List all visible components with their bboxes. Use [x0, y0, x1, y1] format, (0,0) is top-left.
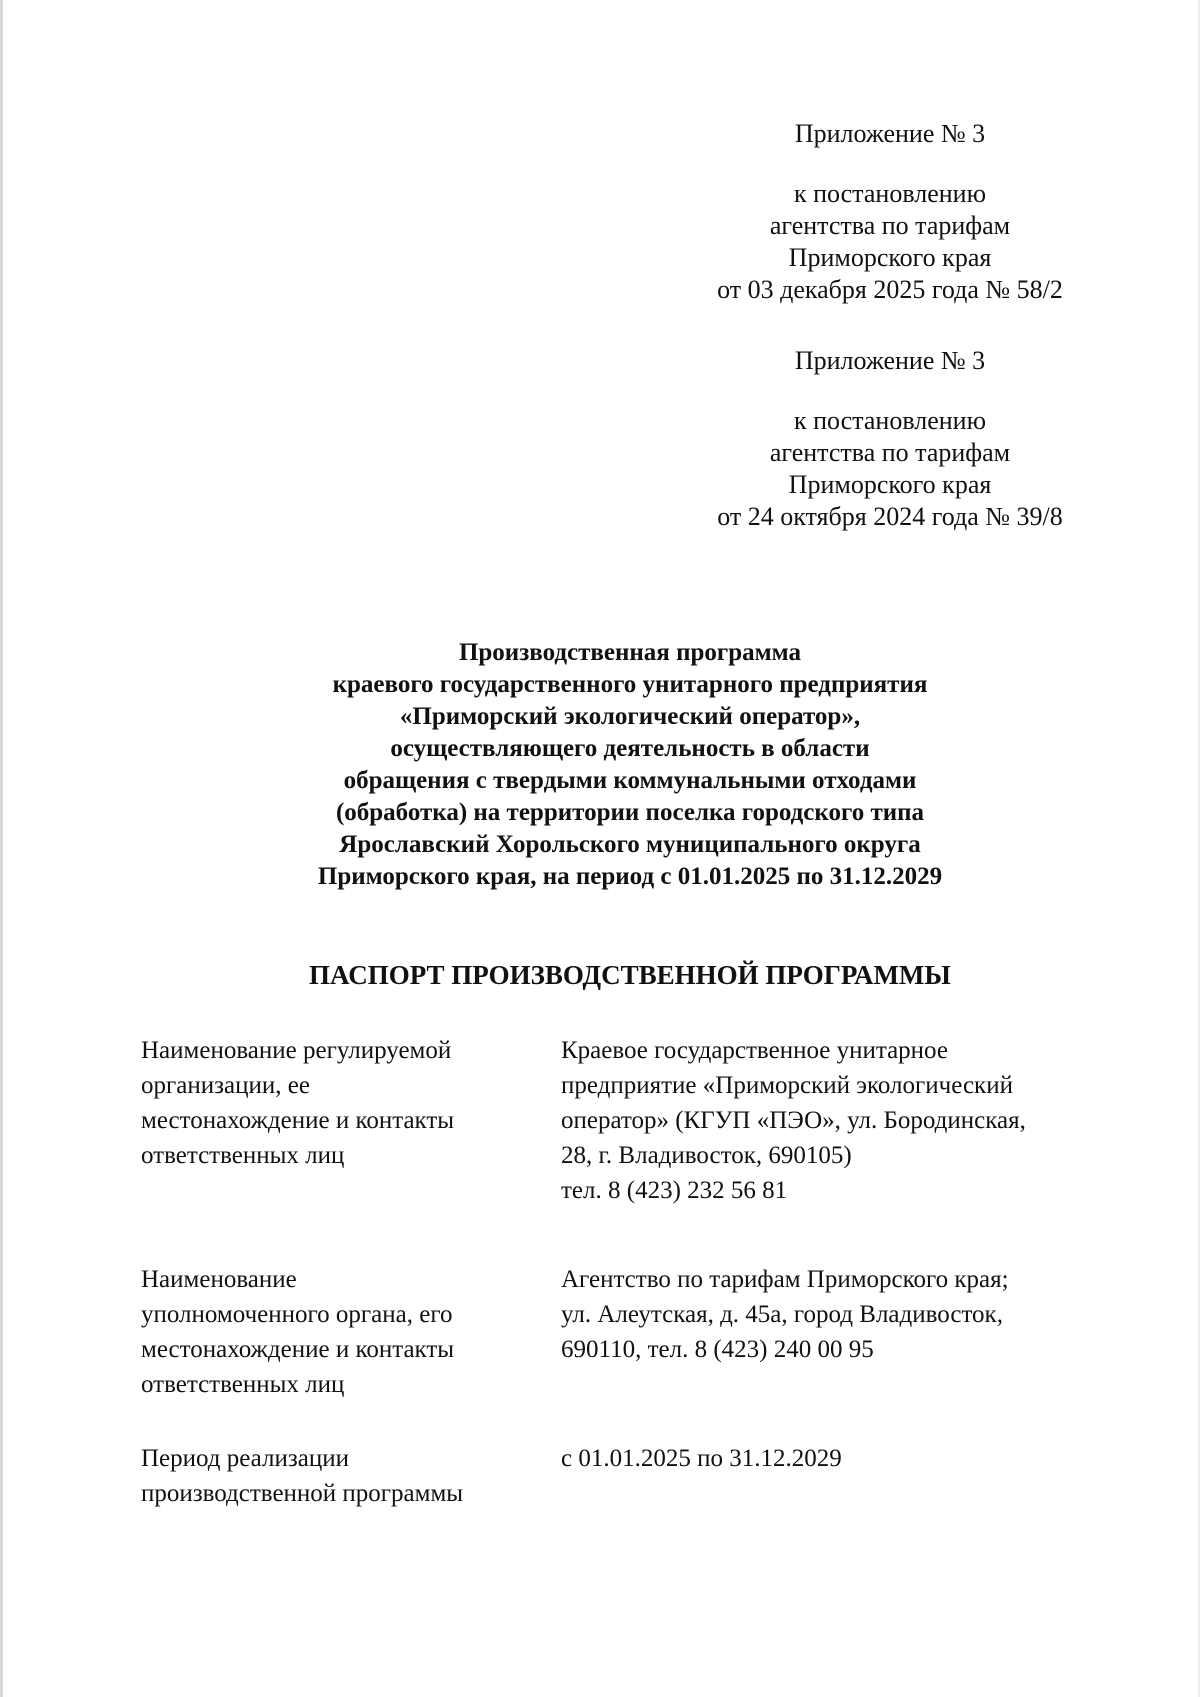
label-line: Наименование: [141, 1266, 297, 1293]
title-line: «Приморский экологический оператор»,: [399, 703, 861, 730]
passport-row-label: [141, 1441, 521, 1511]
passport-row-label: [141, 1033, 521, 1173]
value-line: 690110, тел. 8 (423) 240 00 95: [561, 1336, 874, 1363]
label-line: ответственных лиц: [141, 1142, 345, 1169]
passport-row-label: [141, 1262, 521, 1402]
value-line: предприятие «Приморский экологический: [561, 1072, 1013, 1099]
label-line: организации, ее: [141, 1072, 310, 1099]
approval-line: Приморского края: [788, 470, 992, 499]
title-line: обращения с твердыми коммунальными отходами: [343, 767, 917, 794]
appendix-heading: Приложение № 3: [794, 119, 986, 148]
label-line: уполномоченного органа, его: [141, 1301, 453, 1328]
title-line: краевого государственного унитарного предприятия: [332, 671, 928, 698]
approval-date-line: от 03 декабря 2025 года № 58/2: [717, 275, 1063, 304]
label-line: Наименование регулируемой: [141, 1037, 452, 1064]
approval-line: к постановлению: [793, 179, 987, 208]
approval-line: к постановлению: [793, 406, 987, 435]
value-line: оператор» (КГУП «ПЭО», ул. Бородинская,: [561, 1107, 1026, 1134]
document-title: [200, 637, 1060, 893]
title-line: Производственная программа: [458, 639, 802, 666]
label-line: производственной программы: [141, 1480, 464, 1507]
title-line: (обработка) на территории поселка городского типа: [335, 799, 925, 826]
title-line: Приморского края, на период с 01.01.2025 по 31.12.2029: [317, 863, 943, 890]
passport-row-value: [561, 1262, 1101, 1367]
label-line: местонахождение и контакты: [141, 1336, 455, 1363]
approval-line: агентства по тарифам: [769, 438, 1011, 467]
value-line: 28, г. Владивосток, 690105): [561, 1142, 852, 1169]
label-line: местонахождение и контакты: [141, 1107, 455, 1134]
label-line: ответственных лиц: [141, 1371, 345, 1398]
value-line: с 01.01.2025 по 31.12.2029: [561, 1445, 842, 1472]
approval-block-current: [660, 118, 1120, 306]
appendix-heading: Приложение № 3: [794, 346, 986, 375]
passport-row-value: [561, 1033, 1101, 1208]
passport-row-value: [561, 1441, 1101, 1476]
approval-line: агентства по тарифам: [769, 211, 1011, 240]
approval-date-line: от 24 октября 2024 года № 39/8: [717, 502, 1063, 531]
value-line: тел. 8 (423) 232 56 81: [561, 1177, 788, 1204]
title-line: осуществляющего деятельность в области: [390, 735, 870, 762]
scan-edge-left: [0, 0, 3, 1697]
value-line: Краевое государственное унитарное: [561, 1037, 948, 1064]
value-line: ул. Алеутская, д. 45а, город Владивосток,: [561, 1301, 1003, 1328]
passport-heading: ПАСПОРТ ПРОИЗВОДСТВЕННОЙ ПРОГРАММЫ: [309, 960, 951, 990]
approval-line: Приморского края: [788, 243, 992, 272]
title-line: Ярославский Хорольского муниципального округа: [339, 831, 921, 858]
approval-block-previous: [660, 345, 1120, 533]
value-line: Агентство по тарифам Приморского края;: [561, 1266, 1009, 1293]
label-line: Период реализации: [141, 1445, 349, 1472]
